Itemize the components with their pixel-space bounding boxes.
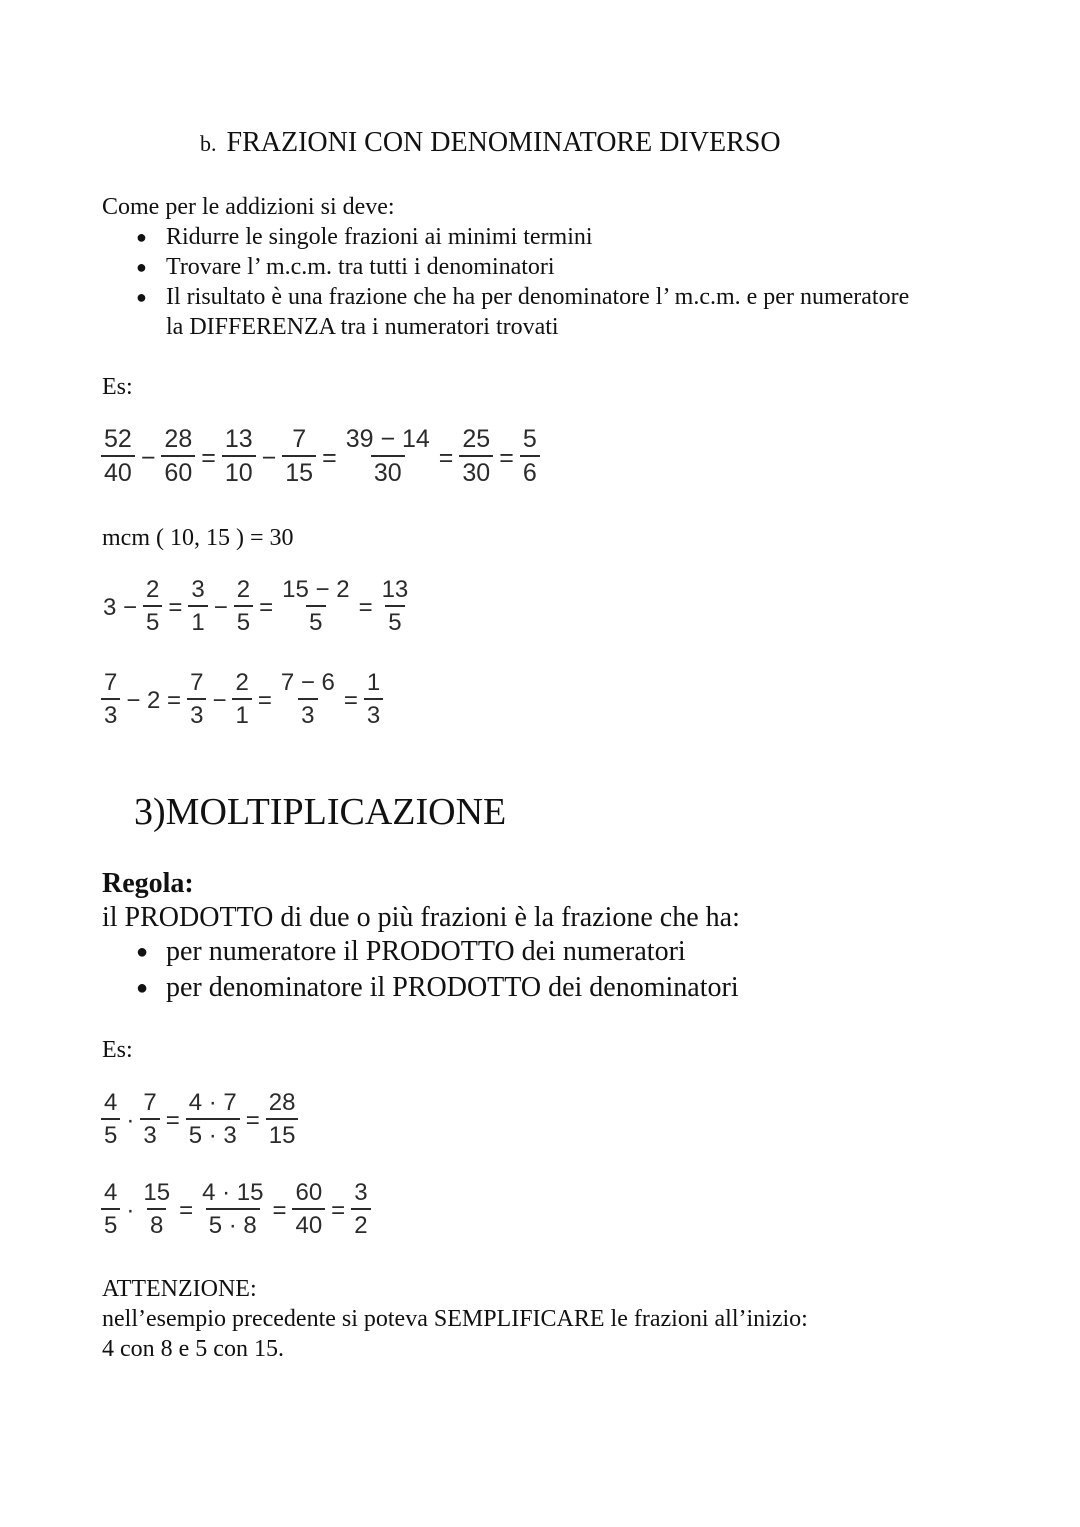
operator: = <box>165 1107 180 1135</box>
fraction: $\frac{60}{40}$ <box>292 1180 325 1238</box>
fraction: $\frac{25}{30}$ <box>459 426 493 487</box>
list-item: ● per numeratore il PRODOTTO dei numeratori <box>102 934 739 970</box>
attention-block <box>102 1274 808 1364</box>
mcm-line: mcm ( 10, 15 ) = 30 <box>102 525 294 551</box>
fraction: $\frac{4}{5}$ <box>101 1180 120 1238</box>
operator: · <box>126 1107 135 1135</box>
section-b-heading <box>200 127 781 159</box>
example-label: Es: <box>102 1037 133 1063</box>
rule-list <box>102 934 739 1006</box>
steps-list <box>102 222 909 342</box>
attention-label: ATTENZIONE: <box>102 1276 257 1302</box>
equation-subtraction-1 <box>98 426 543 487</box>
operator: = <box>245 1107 260 1135</box>
operator: = <box>343 687 358 715</box>
fraction: $\frac{39 - 14}{30}$ <box>345 425 430 488</box>
fraction: $\frac{13}{10}$ <box>222 426 256 487</box>
fraction: $\frac{5}{6}$ <box>520 426 540 487</box>
fraction: $\frac{3}{1}$ <box>188 577 207 635</box>
fraction: $\frac{2}{1}$ <box>232 670 251 728</box>
operator: − <box>140 443 156 472</box>
example-label: Es: <box>102 374 133 400</box>
operator: = <box>499 443 514 472</box>
equation-subtraction-3 <box>98 670 386 728</box>
operator: − 2 = <box>126 687 182 715</box>
operator: = <box>259 594 274 622</box>
operator: − <box>261 443 277 472</box>
operator: = <box>179 1197 194 1225</box>
attention-text: nell’esempio precedente si poteva SEMPLIFICARE le frazioni all’inizio: <box>102 1306 808 1332</box>
attention-text: 4 con 8 e 5 con 15. <box>102 1336 284 1362</box>
operator: = <box>322 443 337 472</box>
operator: = <box>201 443 216 472</box>
operator: = <box>168 594 183 622</box>
fraction: $\frac{52}{40}$ <box>101 426 135 487</box>
fraction: $\frac{7}{3}$ <box>140 1090 159 1148</box>
operator: − <box>213 594 228 622</box>
fraction: $\frac{13}{5}$ <box>381 576 409 637</box>
fraction: $\frac{15}{8}$ <box>143 1179 171 1240</box>
equation-subtraction-2 <box>100 577 414 635</box>
operator: − <box>212 687 227 715</box>
fraction: $\frac{2}{5}$ <box>143 577 162 635</box>
operator: = <box>438 443 454 472</box>
list-item: ● Ridurre le singole frazioni ai minimi termini <box>136 224 593 250</box>
fraction: $\frac{4 \cdot 7}{5 \cdot 3}$ <box>186 1090 240 1148</box>
fraction: $\frac{4}{5}$ <box>101 1090 120 1148</box>
operator: = <box>358 594 373 622</box>
fraction: $\frac{15 - 2}{5}$ <box>282 576 350 637</box>
rule-text: il PRODOTTO di due o più frazioni è la frazione che ha: <box>102 902 740 933</box>
fraction: $\frac{7}{3}$ <box>187 670 206 728</box>
intro-text: Come per le addizioni si deve: <box>102 194 395 220</box>
equation-multiplication-2 <box>98 1180 374 1238</box>
fraction: $\frac{7}{3}$ <box>101 670 120 728</box>
list-item: ● Il risultato è una frazione che ha per denominatore l’ m.c.m. e per numeratore <box>136 284 910 310</box>
fraction: $\frac{2}{5}$ <box>234 577 253 635</box>
fraction: $\frac{7 - 6}{3}$ <box>280 669 335 730</box>
bullet-icon: ● <box>136 257 147 277</box>
bullet-icon: ● <box>136 977 149 999</box>
section-title: FRAZIONI CON DENOMINATORE DIVERSO <box>226 127 781 158</box>
rule-label: Regola: <box>102 868 194 899</box>
operator: = <box>257 687 272 715</box>
operator: = <box>272 1197 287 1225</box>
list-item-continuation: la DIFFERENZA tra i numeratori trovati <box>166 314 559 340</box>
list-item: ● per denominatore il PRODOTTO dei denominatori <box>102 970 739 1006</box>
equation-multiplication-1 <box>98 1090 301 1148</box>
operator: = <box>331 1197 346 1225</box>
fraction: $\frac{1}{3}$ <box>364 670 383 728</box>
section-3-title: 3)MOLTIPLICAZIONE <box>134 791 507 833</box>
fraction: $\frac{3}{2}$ <box>351 1180 370 1238</box>
fraction: $\frac{28}{60}$ <box>161 426 195 487</box>
fraction: $\frac{28}{15}$ <box>266 1090 299 1148</box>
bullet-icon: ● <box>136 287 147 307</box>
list-item: ● Trovare l’ m.c.m. tra tutti i denominatori <box>136 254 555 280</box>
bullet-icon: ● <box>136 941 149 963</box>
bullet-icon: ● <box>136 227 147 247</box>
operator: 3 − <box>103 594 138 622</box>
operator: · <box>126 1197 135 1225</box>
section-marker: b. <box>200 131 217 156</box>
fraction: $\frac{4 \cdot 15}{5 \cdot 8}$ <box>202 1179 264 1240</box>
fraction: $\frac{7}{15}$ <box>282 426 316 487</box>
